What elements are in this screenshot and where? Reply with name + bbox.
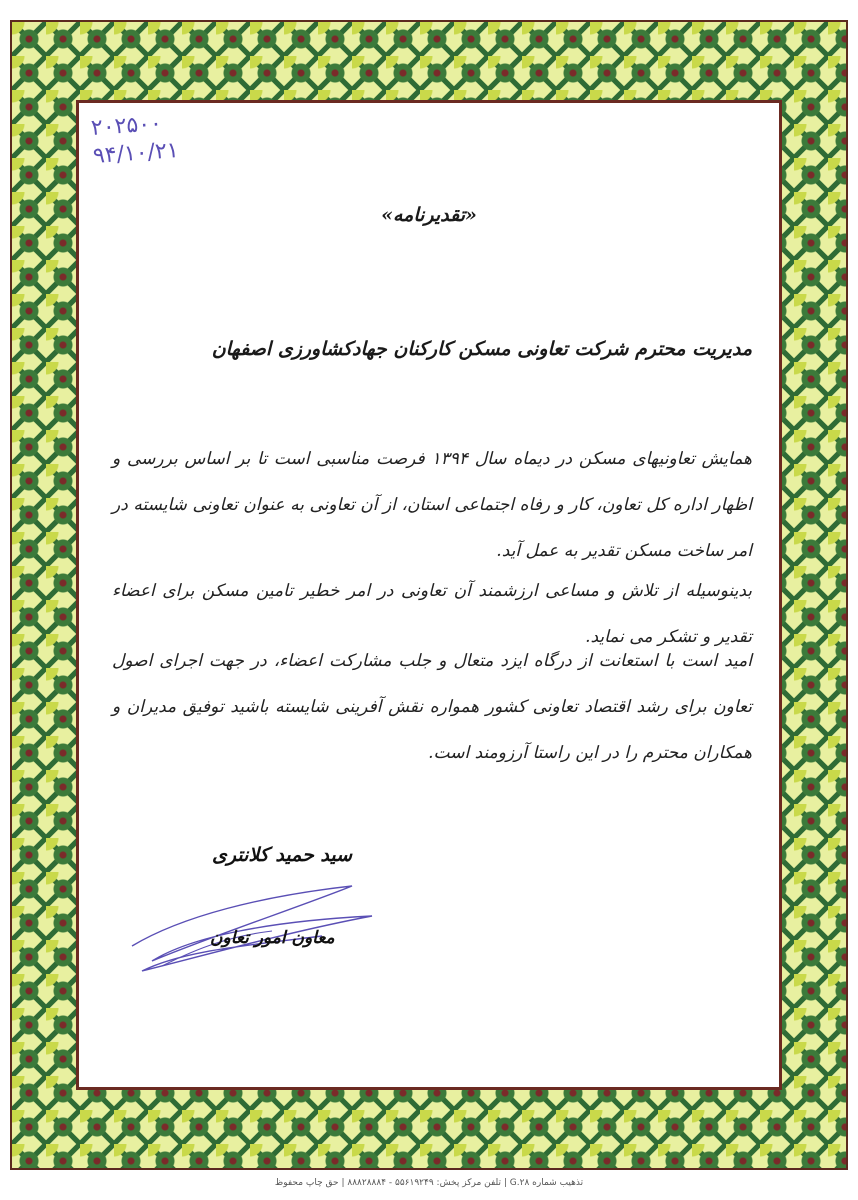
certificate-title: «تقدیرنامه» <box>381 204 477 226</box>
paragraph-1: همایش تعاونیهای مسکن در دیماه سال ۱۳۹۴ فرصت مناسبی است تا بر اساس بررسی و اظهار اداره کل تعاون، کار و رفاه اجتماعی استان، از آن تعاونی به عنوان تعاونی شایسته در امر ساخت مسکن تقدیر به عمل آید. <box>112 449 752 561</box>
handwritten-date: ۹۴/۱۰/۲۱ <box>92 138 180 169</box>
addressee-line: مدیریت محترم شرکت تعاونی مسکن کارکنان جهادکشاورزی اصفهان <box>211 338 752 360</box>
printer-footer: تذهیب شماره G.۲۸ | تلفن مرکز پخش: ۵۵۶۱۹۲۴۹ - ۸۸۸۲۸۸۸۴ | حق چاپ محفوظ <box>274 1178 584 1188</box>
handwritten-reference <box>90 109 179 171</box>
paragraph-2: بدینوسیله از تلاش و مساعی ارزشمند آن تعاونی در امر خطیر تامین مسکن برای اعضاء تقدیر و تشکر می نماید. <box>112 581 752 647</box>
signatory-name: سید حمید کلانتری <box>212 844 353 866</box>
handwritten-number: ۲۰۲۵۰۰ <box>90 111 163 141</box>
signatory-title: معاون امور تعاون <box>210 928 335 948</box>
certificate-paper <box>82 106 776 1084</box>
paragraph-3: امید است با استعانت از درگاه ایزد متعال و جلب مشارکت اعضاء، در جهت اجرای اصول تعاون برای رشد اقتصاد تعاونی کشور همواره نقش آفرینی شایسته باشید توفیق مدیران و همکاران محترم را در این راستا آرزومند است. <box>112 651 752 763</box>
